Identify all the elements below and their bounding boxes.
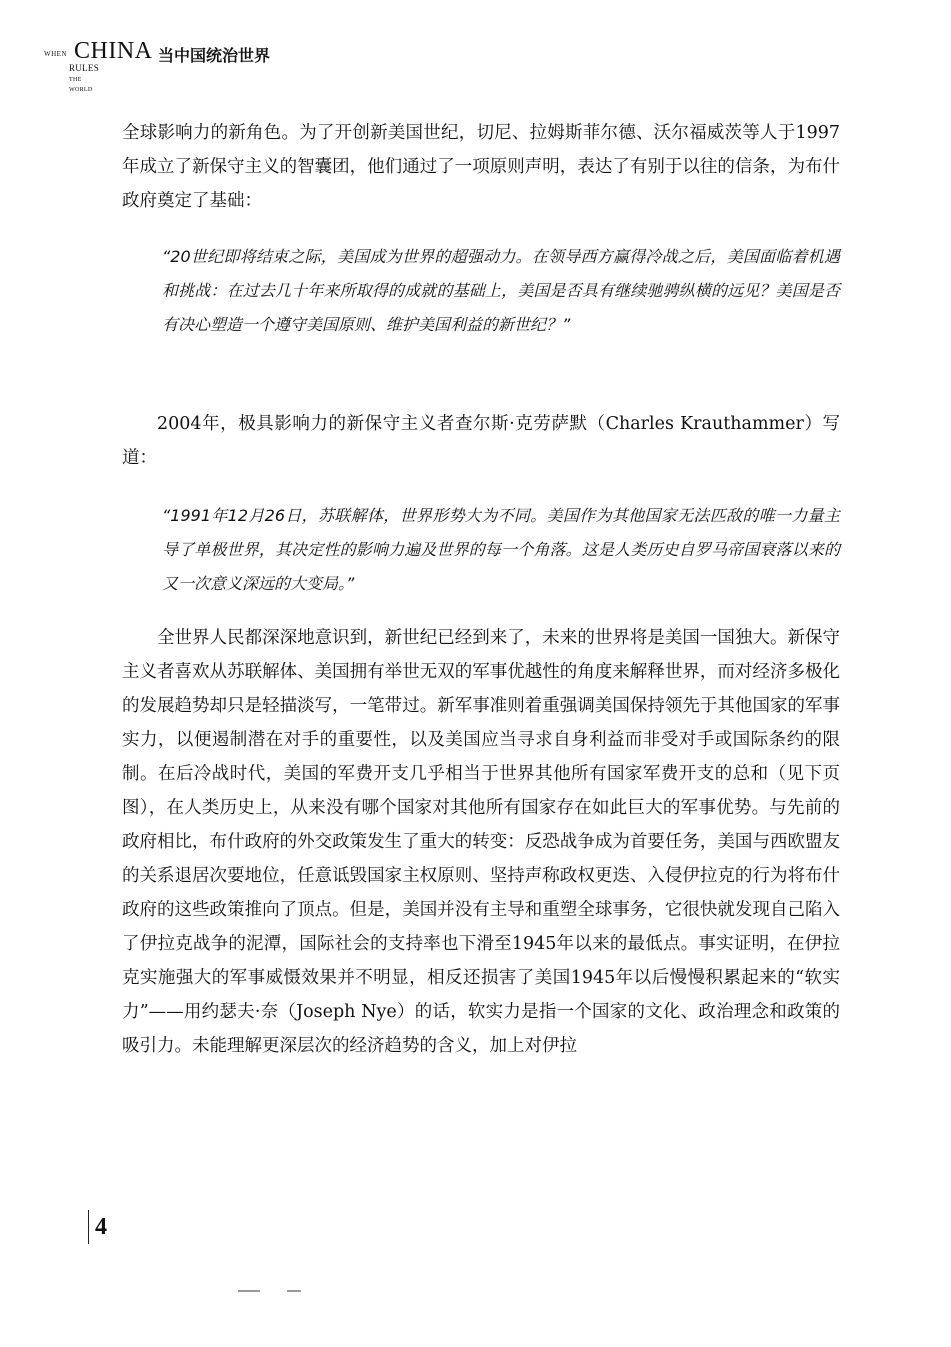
running-head-rules-word: RULES — [69, 63, 100, 73]
running-head-rules — [69, 63, 99, 93]
running-head-chinese-title: 当中国统治世界 — [158, 46, 271, 65]
running-head-the-world: THE WORLD — [69, 77, 93, 93]
body-paragraph-1: 全球影响力的新角色。为了开创新美国世纪，切尼、拉姆斯菲尔德、沃尔福威茨等人于1997年成立了新保守主义的智囊团，他们通过了一项原则声明，表达了有别于以往的信条，为布什政府奠定了基础： — [122, 123, 840, 211]
body-paragraph-2: 2004年，极具影响力的新保守主义者查尔斯·克劳萨默（Charles Krauthammer）写道： — [122, 414, 840, 468]
block-quote-2: “1991年12月26日，苏联解体，世界形势大为不同。美国作为其他国家无法匹敌的唯一力量主导了单极世界，其决定性的影响力遍及世界的每一个角落。这是人类历史自罗马帝国衰落以来的又一次意义深远的大变局。” — [162, 506, 840, 593]
block-quote-1: “20世纪即将结束之际，美国成为世界的超强动力。在领导西方赢得冷战之后，美国面临着机遇和挑战：在过去几十年来所取得的成就的基础上，美国是否具有继续驰骋纵横的远见？美国是否有决心塑造一个遵守美国原则、维护美国利益的新世纪？” — [162, 247, 840, 334]
running-head-when: WHEN — [44, 50, 67, 58]
running-head-china: CHINA — [74, 38, 153, 64]
scan-speck — [238, 1290, 260, 1292]
body-paragraph-3: 全世界人民都深深地意识到，新世纪已经到来了，未来的世界将是美国一国独大。新保守主义者喜欢从苏联解体、美国拥有举世无双的军事优越性的角度来解释世界，而对经济多极化的发展趋势却只是轻描淡写，一笔带过。新军事准则着重强调美国保持领先于其他国家的军事实力，以便遏制潜在对手的重要性，以及美国应当寻求自身利益而非受对手或国际条约的限制。在后冷战时代，美国的军费开支几乎相当于世界其他所有国家军费开支的总和（见下页图），在人类历史上，从来没有哪个国家对其他所有国家存在如此巨大的军事优势。与先前的政府相比，布什政府的外交政策发生了重大的转变：反恐战争成为首要任务，美国与西欧盟友的关系退居次要地位，任意诋毁国家主权原则、坚持声称政权更迭、入侵伊拉克的行为将布什政府的这些政策推向了顶点。但是，美国并没有主导和重塑全球事务，它很快就发现自己陷入了伊拉克战争的泥潭，国际社会的支持率也下滑至1945年以来的最低点。事实证明，在伊拉克实施强大的军事威慑效果并不明显，相反还损害了美国1945年以后慢慢积累起来的“软实力”——用约瑟夫·奈（Joseph Nye）的话，软实力是指一个国家的文化、政治理念和政策的吸引力。未能理解更深层次的经济趋势的含义，加上对伊拉 — [122, 628, 840, 1056]
page-number: 4 — [88, 1210, 107, 1244]
scan-speck — [287, 1290, 301, 1292]
